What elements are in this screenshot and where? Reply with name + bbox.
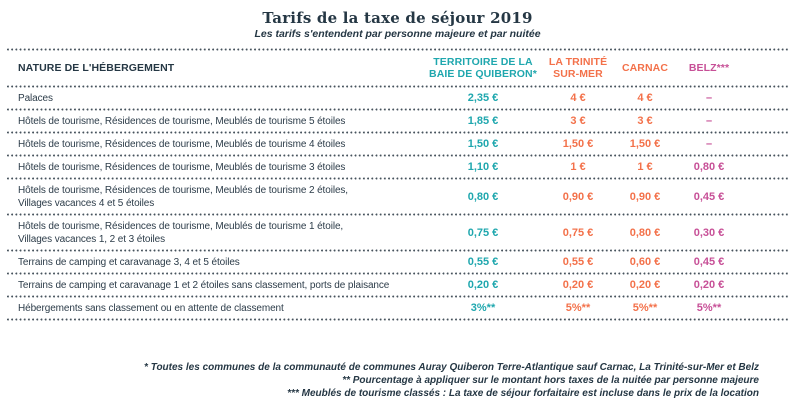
tariff-value-territoire-baie-de-quiberon: 0,75 € [467,226,499,239]
tariff-value-la-trinite-sur-mer: 0,55 € [562,256,594,268]
tariff-value-territoire-baie-de-quiberon: 2,35 € [467,92,499,104]
tariff-value-carnac: 1 € [637,161,653,173]
tariff-value-belz: 0,45 € [693,256,725,268]
tariff-value-territoire-baie-de-quiberon: 1,85 € [467,115,499,127]
row-label-line: Hôtels de tourisme, Résidences de tourisme, Meublés de tourisme 4 étoiles [18,138,346,150]
tariff-value-carnac: 0,80 € [629,226,661,239]
tariff-value-la-trinite-sur-mer: 0,20 € [562,279,594,291]
page-title: Tarifs de la taxe de séjour 2019 [262,9,533,27]
tariff-value-belz: 0,20 € [693,279,725,291]
row-label-line: Villages vacances 1, 2 et 3 étoiles [18,233,165,245]
column-header-line: SUR-MER [553,68,603,80]
column-header-line: CARNAC [621,62,669,74]
row-label-line: Villages vacances 4 et 5 étoiles [18,197,155,209]
row-label [18,302,428,315]
table-row [0,88,795,108]
row-label [18,138,428,151]
tariff-value-territoire-baie-de-quiberon: 1,50 € [467,138,499,150]
row-label-line: Hôtels de tourisme, Résidences de tourisme, Meublés de tourisme 2 étoiles, [18,184,348,196]
tariff-value-belz: – [705,138,713,150]
row-label [18,184,428,210]
table-row [0,216,795,249]
footnotes-block [0,361,795,400]
tariff-value-la-trinite-sur-mer: 1 € [570,161,586,173]
tariff-value-belz: 0,80 € [693,161,725,173]
column-header-line: BELZ*** [688,62,730,74]
column-header-belz [672,62,746,74]
tariff-value-la-trinite-sur-mer: 5%** [565,302,591,314]
tariff-value-la-trinite-sur-mer: 0,75 € [562,226,594,239]
footnote-line: *** Meublés de tourisme classés : La taxe de séjour forfaitaire est incluse dans le prix de la location [287,388,759,399]
column-header-line: LA TRINITÉ [548,56,608,68]
row-label-line: Palaces [18,92,53,104]
tariff-value-territoire-baie-de-quiberon: 0,20 € [467,279,499,291]
row-label [18,279,428,292]
tariff-value-carnac: 0,60 € [629,256,661,268]
tariff-value-la-trinite-sur-mer: 3 € [570,115,586,127]
tariff-value-territoire-baie-de-quiberon: 0,55 € [467,256,499,268]
row-label-line: Hébergements sans classement ou en attente de classement [18,302,284,314]
row-label [18,115,428,128]
row-label-line: Hôtels de tourisme, Résidences de tourisme, Meublés de tourisme 5 étoiles [18,115,346,127]
table-row [0,252,795,272]
column-header-line: BAIE DE QUIBERON* [429,68,537,80]
separator-line [7,318,788,321]
table-row [0,157,795,177]
tariff-value-la-trinite-sur-mer: 4 € [570,92,586,104]
tariff-value-belz: 5%** [696,302,722,314]
table-body [0,88,795,321]
column-header-carnac [618,62,672,74]
tariff-value-la-trinite-sur-mer: 1,50 € [562,138,594,150]
row-label [18,161,428,174]
row-label-line: Terrains de camping et caravanage 3, 4 et 5 étoiles [18,256,240,268]
tariff-value-belz: – [705,115,713,127]
table-row [0,180,795,213]
tariff-value-belz: – [705,92,713,104]
column-header-territoire-baie-de-quiberon [428,56,538,80]
row-label-line: Hôtels de tourisme, Résidences de tourisme, Meublés de tourisme 3 étoiles [18,161,346,173]
row-label [18,92,428,105]
footnote-line: ** Pourcentage à appliquer sur le montant hors taxes de la nuitée par personne majeure [342,375,759,386]
tariff-value-territoire-baie-de-quiberon: 0,80 € [467,190,499,203]
column-header-line: TERRITOIRE DE LA [433,56,533,68]
footnote-line: * Toutes les communes de la communauté de communes Auray Quiberon Terre-Atlantique sauf Carnac, La Trinité-sur-Mer et Belz [144,362,759,373]
tariff-value-belz: 0,45 € [693,190,725,203]
tariff-value-carnac: 1,50 € [629,138,661,150]
tariff-value-carnac: 0,20 € [629,279,661,291]
table-row [0,298,795,318]
column-header-nature-hebergement: NATURE DE L'HÉBERGEMENT [18,62,175,74]
tariff-value-territoire-baie-de-quiberon: 1,10 € [467,161,499,173]
page-subtitle: Les tarifs s'entendent par personne majeure et par nuitée [254,28,541,40]
table-row [0,275,795,295]
tariff-value-carnac: 5%** [632,302,658,314]
table-row [0,111,795,131]
row-label-line: Hôtels de tourisme, Résidences de tourisme, Meublés de tourisme 1 étoile, [18,220,344,232]
row-label [18,256,428,269]
table-header-row [0,51,795,85]
row-label-line: Terrains de camping et caravanage 1 et 2 étoiles sans classement, ports de plaisance [18,279,390,291]
table-row [0,134,795,154]
tariff-value-carnac: 4 € [637,92,653,104]
tariff-value-carnac: 3 € [637,115,653,127]
tariff-value-la-trinite-sur-mer: 0,90 € [562,190,594,203]
tariff-value-territoire-baie-de-quiberon: 3%** [470,302,496,314]
tariff-value-carnac: 0,90 € [629,190,661,203]
column-header-la-trinite-sur-mer [538,56,618,80]
row-label [18,220,428,246]
tariff-value-belz: 0,30 € [693,226,725,239]
